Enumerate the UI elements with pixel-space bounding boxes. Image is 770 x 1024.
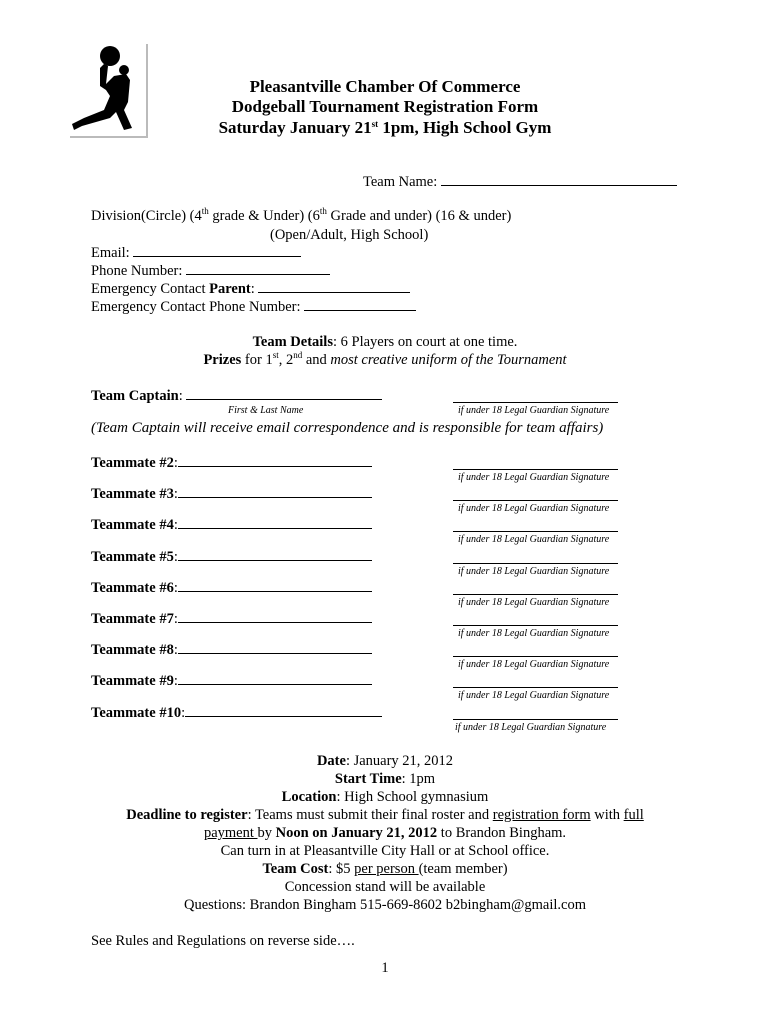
teammate-field[interactable]: Teammate #2: bbox=[91, 454, 372, 472]
guardian-signature-label: if under 18 Legal Guardian Signature bbox=[458, 503, 610, 515]
guardian-signature-line[interactable] bbox=[453, 719, 618, 720]
teammate-label: Teammate #7 bbox=[91, 611, 174, 627]
page-number: 1 bbox=[381, 960, 389, 976]
division-options-line2: (Open/Adult, High School) bbox=[270, 227, 429, 243]
teammate-label: Teammate #2 bbox=[91, 455, 174, 471]
guardian-signature-line[interactable] bbox=[453, 594, 618, 595]
teammate-name-line[interactable] bbox=[178, 641, 372, 654]
teammate-name-line[interactable] bbox=[185, 704, 382, 717]
title-organization: Pleasantville Chamber Of Commerce bbox=[249, 77, 521, 96]
questions-contact: Questions: Brandon Bingham 515-669-8602 b2bingham@gmail.com bbox=[184, 897, 586, 913]
guardian-signature-label: if under 18 Legal Guardian Signature bbox=[458, 690, 610, 702]
teammate-field[interactable]: Teammate #4: bbox=[91, 516, 372, 534]
teammate-field[interactable]: Teammate #5: bbox=[91, 548, 372, 566]
phone-field[interactable]: Phone Number: bbox=[91, 262, 330, 280]
teammate-name-line[interactable] bbox=[178, 516, 372, 529]
guardian-signature-label: if under 18 Legal Guardian Signature bbox=[458, 565, 610, 577]
emergency-contact-field[interactable]: Emergency Contact Parent: bbox=[91, 280, 410, 298]
guardian-signature-label: if under 18 Legal Guardian Signature bbox=[458, 405, 610, 416]
teammate-field[interactable]: Teammate #8: bbox=[91, 641, 372, 659]
teammate-name-line[interactable] bbox=[178, 672, 372, 685]
guardian-signature-line[interactable] bbox=[453, 656, 618, 657]
title-form: Dodgeball Tournament Registration Form bbox=[231, 97, 539, 116]
emergency-phone-field[interactable]: Emergency Contact Phone Number: bbox=[91, 298, 416, 316]
team-details: Team Details: 6 Players on court at one time. bbox=[252, 334, 518, 350]
teammate-label: Teammate #10 bbox=[91, 704, 182, 721]
guardian-signature-line[interactable] bbox=[453, 563, 618, 564]
guardian-signature-line[interactable] bbox=[453, 687, 618, 688]
guardian-signature-label: if under 18 Legal Guardian Signature bbox=[458, 472, 610, 483]
see-rules-note: See Rules and Regulations on reverse side…. bbox=[91, 933, 355, 949]
title-date: Saturday January 21st 1pm, High School Gym bbox=[218, 118, 552, 137]
teammate-label: Teammate #8 bbox=[91, 642, 174, 659]
teammate-name-line[interactable] bbox=[178, 548, 372, 561]
event-date: Date: January 21, 2012 bbox=[316, 753, 454, 769]
deadline-line1: Deadline to register: Teams must submit their final roster and registration form with full bbox=[126, 807, 644, 823]
teammate-label: Teammate #6 bbox=[91, 579, 174, 596]
guardian-signature-line[interactable] bbox=[453, 625, 618, 626]
teammate-name-line[interactable] bbox=[178, 610, 372, 623]
guardian-signature-label: if under 18 Legal Guardian Signature bbox=[458, 596, 610, 608]
guardian-signature-label: if under 18 Legal Guardian Signature bbox=[458, 534, 610, 546]
location: Location: High School gymnasium bbox=[281, 789, 489, 805]
teammate-label: Teammate #3 bbox=[91, 486, 174, 503]
teammate-name-line[interactable] bbox=[178, 579, 372, 592]
teammate-field[interactable]: Teammate #7: bbox=[91, 610, 372, 628]
captain-note: (Team Captain will receive email correspondence and is responsible for team affairs) bbox=[91, 420, 604, 436]
team-captain-field[interactable]: Team Captain: bbox=[91, 387, 382, 405]
turn-in-location: Can turn in at Pleasantville City Hall or at School office. bbox=[220, 843, 550, 859]
guardian-signature-line[interactable] bbox=[453, 531, 618, 532]
guardian-signature-label: if under 18 Legal Guardian Signature bbox=[455, 721, 607, 733]
guardian-signature-line[interactable] bbox=[453, 469, 618, 470]
teammate-field[interactable]: Teammate #6: bbox=[91, 579, 372, 597]
division-options: Division(Circle) (4th grade & Under) (6th Grade and under) (16 & under) bbox=[91, 206, 512, 224]
captain-guardian-signature-line[interactable] bbox=[453, 402, 618, 403]
guardian-signature-label: if under 18 Legal Guardian Signature bbox=[458, 659, 610, 671]
start-time: Start Time: 1pm bbox=[334, 771, 436, 787]
teammate-field[interactable]: Teammate #3: bbox=[91, 485, 372, 503]
team-cost: Team Cost: $5 per person (team member) bbox=[262, 861, 508, 877]
teammate-field[interactable]: Teammate #10: bbox=[91, 704, 382, 722]
teammate-name-line[interactable] bbox=[178, 454, 372, 467]
teammate-name-line[interactable] bbox=[178, 485, 372, 498]
first-last-name-label: First & Last Name bbox=[228, 405, 304, 416]
concession-note: Concession stand will be available bbox=[284, 879, 486, 895]
guardian-signature-line[interactable] bbox=[453, 500, 618, 501]
teammate-label: Teammate #4 bbox=[91, 517, 174, 534]
teammate-field[interactable]: Teammate #9: bbox=[91, 672, 372, 690]
email-field[interactable]: Email: bbox=[91, 244, 301, 262]
prizes: Prizes for 1st, 2nd and most creative uniform of the Tournament bbox=[203, 350, 567, 368]
team-name-field[interactable]: Team Name: bbox=[363, 173, 677, 191]
deadline-line2: payment by Noon on January 21, 2012 to Brandon Bingham. bbox=[203, 825, 567, 841]
guardian-signature-label: if under 18 Legal Guardian Signature bbox=[458, 628, 610, 639]
teammate-label: Teammate #5 bbox=[91, 548, 174, 565]
teammate-label: Teammate #9 bbox=[91, 673, 174, 690]
